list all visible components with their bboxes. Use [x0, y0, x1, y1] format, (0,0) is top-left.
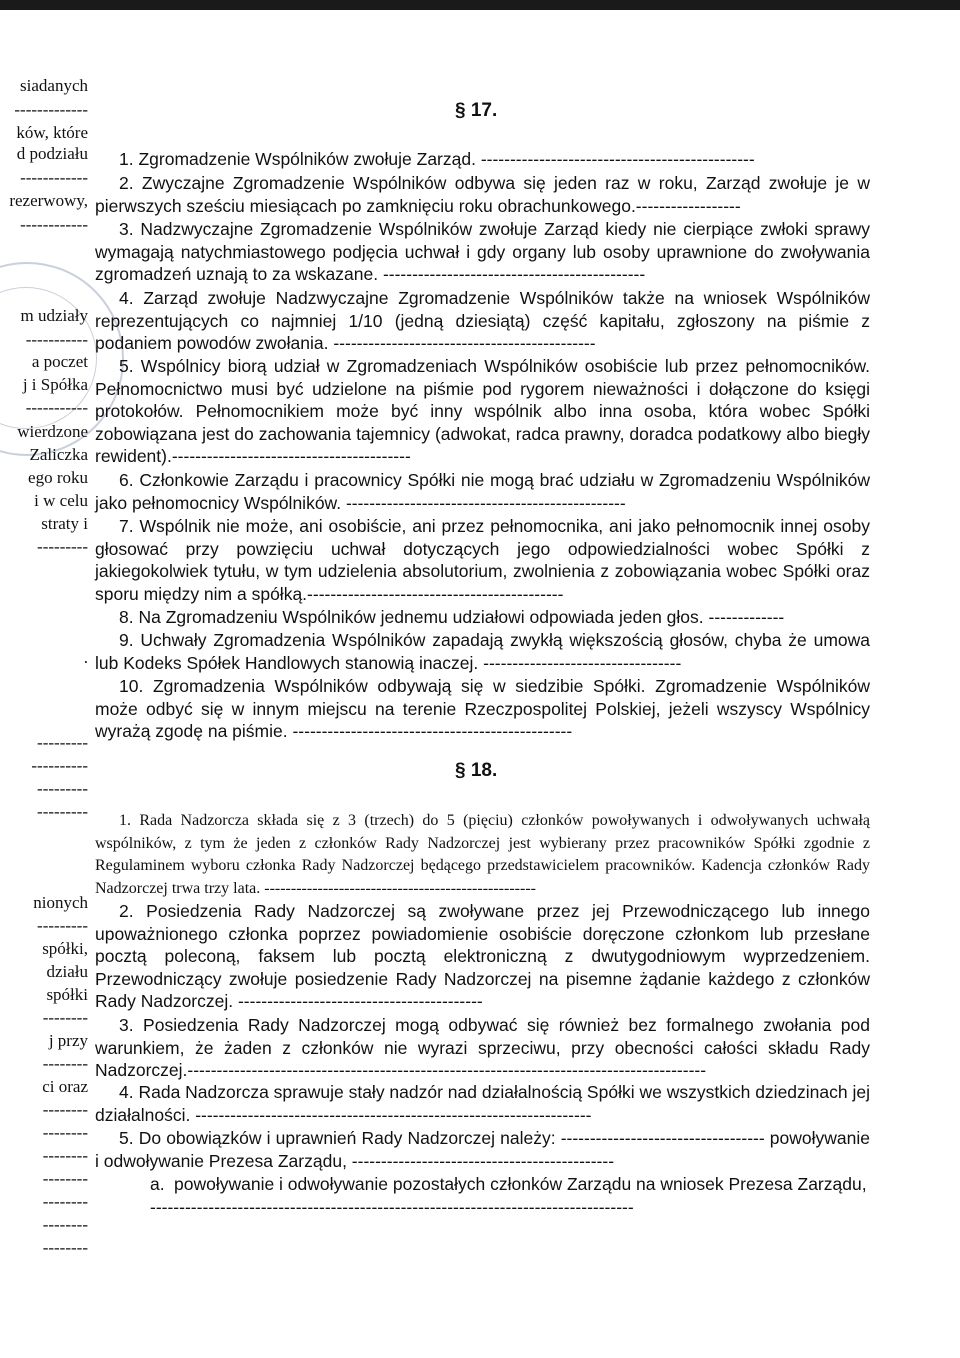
s17-point-6: 6. Członkowie Zarządu i pracownicy Spółki nie mogą brać udziału w Zgromadzeniu Wspólników jako pełnomocnicy Wspólników. ------------------------------------------------ — [95, 470, 870, 513]
list-label: a. — [150, 1174, 165, 1194]
s18-point-2: 2. Posiedzenia Rady Nadzorczej są zwoływane przez jej Przewodniczącego lub innego upoważnionego członka poprzez powiadomienie osobiście doręczone członkom lub przesłane pocztą poleconą, faksem lub pocztą elektroniczną z dwutygodniowym wyprzedzeniem. Przewodniczący zwołuje posiedzenie Rady Nadzorczej na pisemne żądanie każdego z członków Rady Nadzorczej. ------------------------------------------ — [95, 901, 870, 1012]
margin-fragment: ----------- — [25, 330, 88, 349]
margin-fragment: ków, które — [16, 123, 88, 142]
margin-fragment: -------- — [42, 1054, 88, 1073]
margin-fragment: ego roku — [28, 468, 88, 487]
s17-point-4: 4. Zarząd zwołuje Nadzwyczajne Zgromadzenie Wspólników także na wniosek Wspólników reprezentujących co najmniej 1/10 (jedną dziesiątą) część kapitału, zgłoszony na piśmie z podaniem powodów zwołania. --------------------------------------------- — [95, 288, 870, 354]
margin-fragment: -------- — [42, 1238, 88, 1257]
margin-fragment: -------- — [42, 1146, 88, 1165]
margin-fragment: a poczet — [31, 352, 88, 371]
margin-fragment: --------- — [37, 916, 88, 935]
margin-fragment: ci oraz — [42, 1077, 88, 1096]
margin-fragment: ---------- — [31, 756, 88, 775]
s18-point-1: 1. Rada Nadzorcza składa się z 3 (trzech) do 5 (pięciu) członków powoływanych i odwoływanych uchwałą wspólników, z tym że jeden z członków Rady Nadzorczej jest wybierany przez pracowników Spółki zgodnie z Regulaminem wyboru członka Rady Nadzorczej będącego przedstawicielem pracowników. Kadencja członków Rady Nadzorczej trwa trzy lata. --------------------------------------------------- — [95, 812, 870, 897]
margin-fragment: --------- — [37, 802, 88, 821]
s18-point-5a — [150, 1173, 870, 1218]
s17-point-5: 5. Wspólnicy biorą udział w Zgromadzeniach Wspólników osobiście lub przez pełnomocników. Pełnomocnictwo musi być udzielone na piśmie pod rygorem nieważności i dołączone do księgi protokołów. Pełnomocnikiem może być inny wspólnik albo inna osoba, która wobec Spółki zobowiązana jest do zachowania tajemnicy (adwokat, radca prawny, doradca podatkowy albo biegły rewident).----------------------------------------- — [95, 356, 870, 467]
margin-fragment: spółki, — [42, 939, 88, 958]
scan-top-edge — [0, 0, 960, 10]
left-margin-previous-page — [0, 0, 92, 1358]
s18-point-5: 5. Do obowiązków i uprawnień Rady Nadzorczej należy: ----------------------------------- powoływanie i odwoływanie Prezesa Zarządu, --------------------------------------------- — [95, 1128, 870, 1171]
margin-fragment: -------- — [42, 1008, 88, 1027]
margin-fragment: -------- — [42, 1100, 88, 1119]
margin-fragment: j przy — [48, 1031, 88, 1050]
s17-point-7: 7. Wspólnik nie może, ani osobiście, ani przez pełnomocnika, ani jako pełnomocnik innej osoby głosować przy powzięciu uchwał dotyczących jego odpowiedzialności wobec Spółki z jakiegokolwiek tytułu, w tym udzielenia absolutorium, zwolnienia z zobowiązania wobec Spółki oraz sporu między nim a spółką.-------------------------------------------- — [95, 516, 870, 604]
s18-point-3: 3. Posiedzenia Rady Nadzorczej mogą odbywać się również bez formalnego zwołania pod warunkiem, że żaden z członków nie wyrazi sprzeciwu, przy obecności całości składu Rady Nadzorczej.----------------------------------------------------------------------------------------- — [95, 1015, 870, 1081]
s17-point-8: 8. Na Zgromadzeniu Wspólników jednemu udziałowi odpowiada jeden głos. ------------- — [119, 607, 785, 627]
margin-fragment: -------- — [42, 1169, 88, 1188]
margin-fragment: ----------- — [25, 398, 88, 417]
margin-fragment: działu — [46, 962, 88, 981]
list-item-text: powoływanie i odwoływanie pozostałych członków Zarządu na wniosek Prezesa Zarządu, ----------------------------------------------------------------------------------- — [150, 1174, 867, 1217]
margin-fragment: straty i — [41, 514, 88, 533]
s17-point-1: 1. Zgromadzenie Wspólników zwołuje Zarząd. ----------------------------------------------- — [119, 149, 755, 169]
margin-fragment: ------------ — [20, 215, 88, 234]
margin-fragment: i w celu — [34, 491, 88, 510]
margin-fragment: wierdzone — [17, 422, 88, 441]
s18-point-4: 4. Rada Nadzorcza sprawuje stały nadzór nad działalnością Spółki we wszystkich dziedzinach jej działalności. -------------------------------------------------------------------- — [95, 1082, 870, 1125]
s17-point-3: 3. Nadzwyczajne Zgromadzenie Wspólników zwołuje Zarząd kiedy nie cierpiące zwłoki sprawy wymagają natychmiastowego podjęcia uchwał i gdy organy lub osoby uprawnione do zwoływania zgromadzeń uznają to za wskazane. --------------------------------------------- — [95, 219, 870, 285]
margin-fragment: -------- — [42, 1123, 88, 1142]
margin-fragment: --------- — [37, 779, 88, 798]
margin-fragment: d podziału — [16, 144, 88, 163]
section-18-heading: § 18. — [455, 760, 498, 781]
margin-fragment: -------- — [42, 1215, 88, 1234]
margin-fragment: ------------- — [14, 100, 88, 119]
margin-fragment: ------------ — [20, 168, 88, 187]
margin-fragment: rezerwowy, — [9, 191, 88, 210]
s17-point-9: 9. Uchwały Zgromadzenia Wspólników zapadają zwykłą większością głosów, chyba że umowa lub Kodeks Spółek Handlowych stanowią inaczej. ---------------------------------- — [95, 630, 870, 673]
margin-fragment: m udziały — [20, 306, 88, 325]
section-17-heading: § 17. — [455, 100, 498, 121]
margin-fragment: -------- — [42, 1192, 88, 1211]
margin-fragment: spółki — [46, 985, 88, 1004]
margin-fragment: Zaliczka — [29, 445, 88, 464]
s17-point-2: 2. Zwyczajne Zgromadzenie Wspólników odbywa się jeden raz w roku, Zarząd zwołuje je w pierwszych sześciu miesiącach po zamknięciu roku obrachunkowego.------------------ — [95, 173, 870, 216]
margin-fragment: siadanych — [20, 76, 88, 95]
margin-fragment: nionych — [33, 893, 88, 912]
margin-fragment: j i Spółka — [22, 375, 88, 394]
margin-fragment: --------- — [37, 537, 88, 556]
margin-fragment: --------- — [37, 733, 88, 752]
s17-point-10: 10. Zgromadzenia Wspólników odbywają się w siedzibie Spółki. Zgromadzenie Wspólników może odbyć się w innym miejscu na terenie Rzeczpospolitej Polskiej, jeżeli wszyscy Wspólnicy wyrażą zgodę na piśmie. ------------------------------------------------ — [95, 676, 870, 742]
margin-fragment: . — [83, 648, 88, 667]
